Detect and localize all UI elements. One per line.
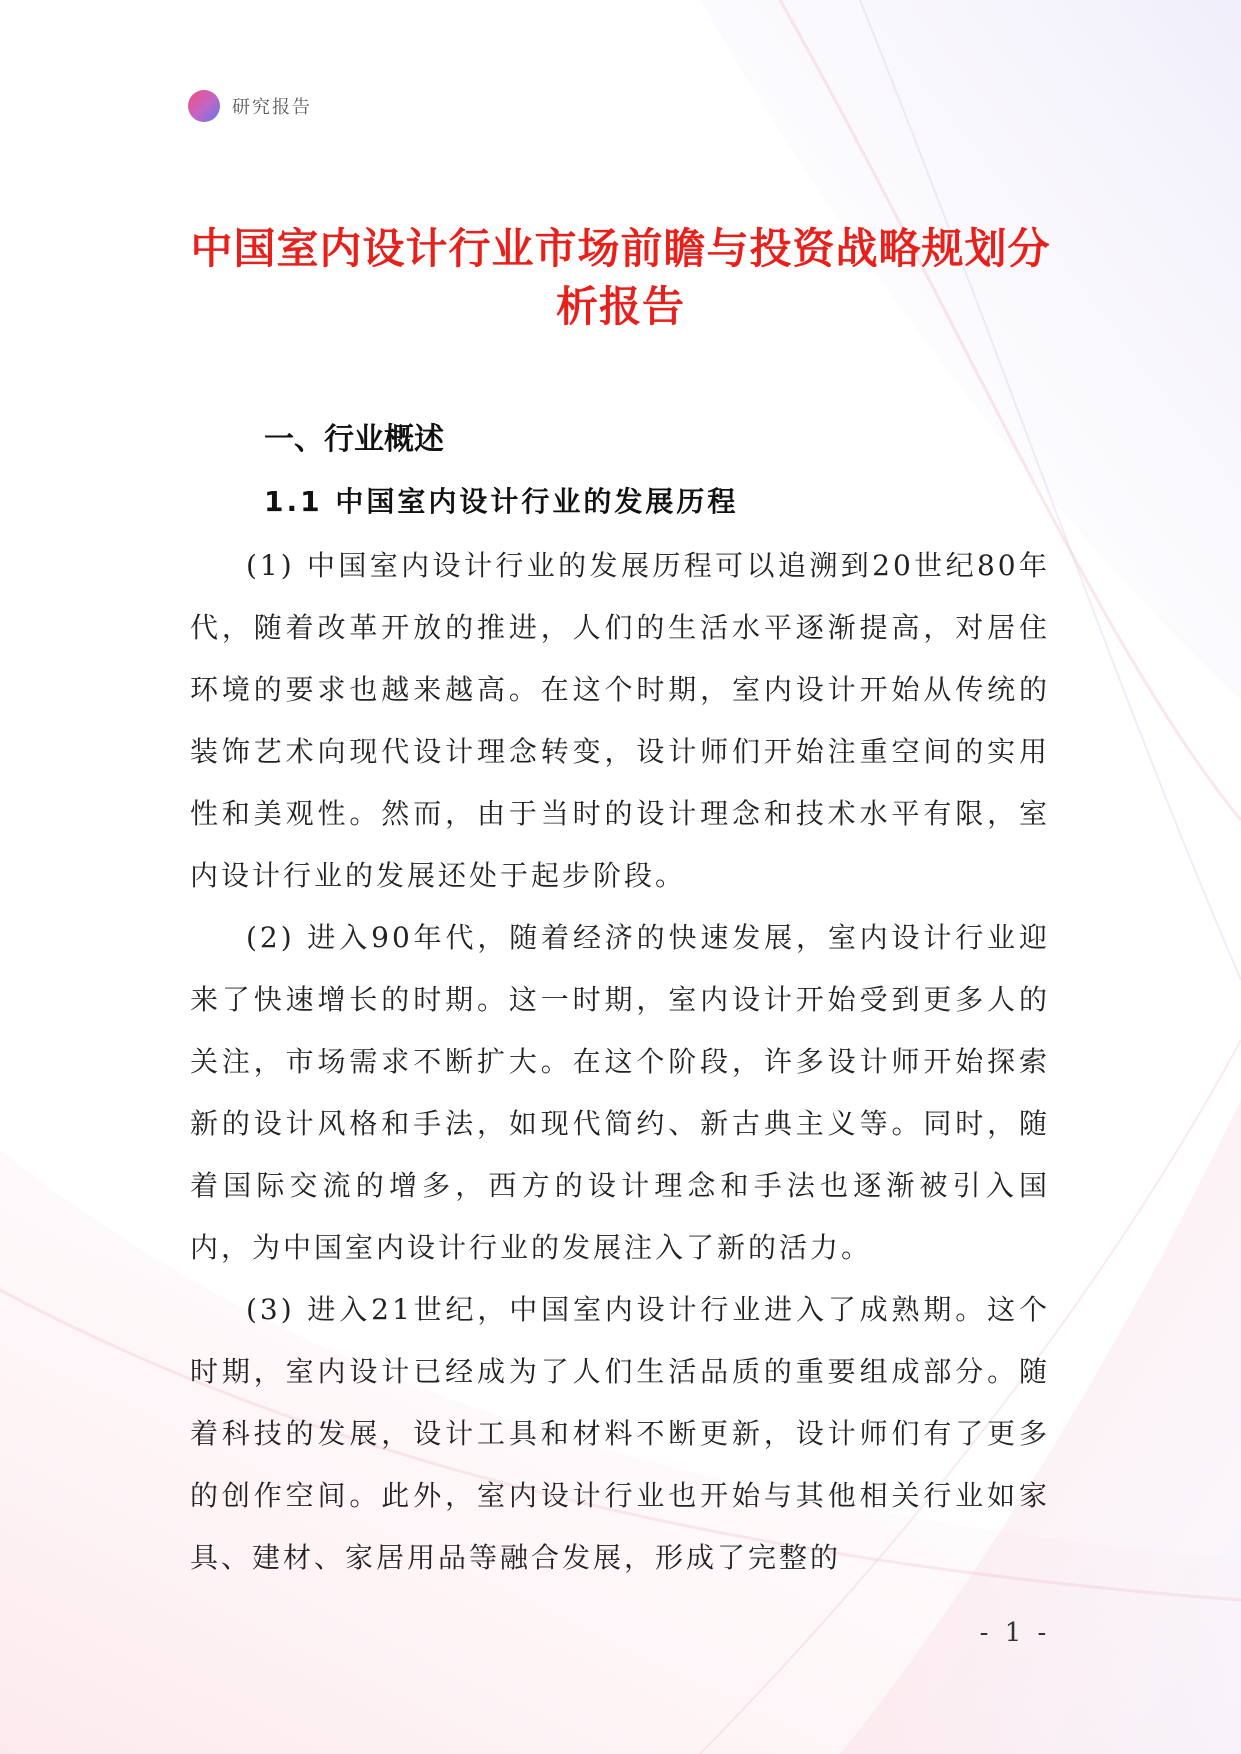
page-number: - 1 -: [979, 1618, 1051, 1648]
paragraph: (1) 中国室内设计行业的发展历程可以追溯到20世纪80年代，随着改革开放的推进，人们的生活水平逐渐提高，对居住环境的要求也越来越高。在这个时期，室内设计开始从传统的装饰艺术向现代设计理念转变，设计师们开始注重空间的实用性和美观性。然而，由于当时的设计理念和技术水平有限，室内设计行业的发展还处于起步阶段。: [190, 549, 1050, 892]
section-heading: 一、行业概述: [264, 422, 444, 457]
paragraph: (2) 进入90年代，随着经济的快速发展，室内设计行业迎来了快速增长的时期。这一时期，室内设计开始受到更多人的关注，市场需求不断扩大。在这个阶段，许多设计师开始探索新的设计风格和手法，如现代简约、新古典主义等。同时，随着国际交流的增多，西方的设计理念和手法也逐渐被引入国内，为中国室内设计行业的发展注入了新的活力。: [190, 921, 1050, 1264]
header-label: 研究报告: [232, 97, 312, 118]
logo-circle-icon: [188, 90, 220, 122]
subsection-heading: 1.1 中国室内设计行业的发展历程: [264, 485, 739, 518]
paragraph: (3) 进入21世纪，中国室内设计行业进入了成熟期。这个时期，室内设计已经成为了人们生活品质的重要组成部分。随着科技的发展，设计工具和材料不断更新，设计师们有了更多的创作空间。此外，室内设计行业也开始与其他相关行业如家具、建材、家居用品等融合发展，形成了完整的: [190, 1293, 1050, 1574]
body-text: [190, 535, 1050, 1589]
report-header: [188, 88, 312, 124]
document-title: 中国室内设计行业市场前瞻与投资战略规划分析报告: [190, 224, 1051, 331]
